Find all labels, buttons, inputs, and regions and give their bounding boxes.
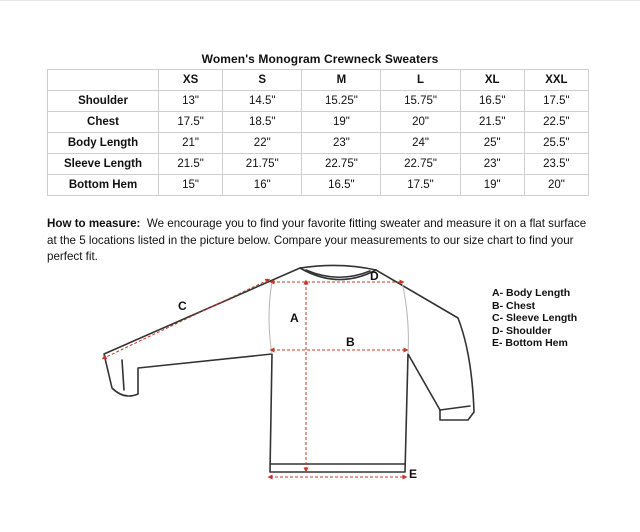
how-to-measure-text: We encourage you to find your favorite fitting sweater and measure it on a flat surface at the 5 locations listed in the picture below. Compare your measurements to our size chart to find your perfect fit. [47,217,587,263]
column-header: XXL [524,70,588,91]
table-cell: 14.5" [223,91,302,112]
table-cell: 22.75" [381,154,460,175]
sleeve-length-line [104,280,268,358]
table-row [48,133,589,154]
table-cell: 25.5" [524,133,588,154]
row-label: Shoulder [48,91,159,112]
table-row [48,154,589,175]
table-cell: 21.5" [460,112,524,133]
table-cell: 16.5" [460,91,524,112]
label-a: A [290,311,299,325]
legend-item: E- Bottom Hem [492,337,568,349]
table-cell: 23.5" [524,154,588,175]
table-cell: 16" [223,175,302,196]
table-header-row [48,70,589,91]
table-cell: 16.5" [302,175,381,196]
table-cell: 25" [460,133,524,154]
legend-item: A- Body Length [492,287,571,299]
legend-item: D- Shoulder [492,324,552,337]
table-cell: 20" [524,175,588,196]
row-label: Body Length [48,133,159,154]
table-cell: 22.75" [302,154,381,175]
column-header: XS [159,70,223,91]
top-divider [0,0,640,1]
table-cell: 15.25" [302,91,381,112]
page-title: Women's Monogram Crewneck Sweaters [201,52,439,66]
column-header: M [302,70,381,91]
row-label: Sleeve Length [48,154,159,175]
size-chart-table [47,69,589,196]
table-row [48,91,589,112]
column-header: S [223,70,302,91]
table-cell: 17.5" [524,91,588,112]
label-d: D [370,269,379,283]
table-cell: 17.5" [159,112,223,133]
row-label: Chest [48,112,159,133]
table-cell: 17.5" [381,175,460,196]
table-row [48,175,589,196]
table-cell: 21" [159,133,223,154]
table-cell: 24" [381,133,460,154]
column-header: XL [460,70,524,91]
table-cell: 21.75" [223,154,302,175]
label-e: E [409,467,418,481]
table-cell: 18.5" [223,112,302,133]
how-to-measure-heading: How to measure: [47,217,141,230]
table-cell: 13" [159,91,223,112]
table-cell: 19" [460,175,524,196]
table-cell: 15.75" [381,91,460,112]
column-header [48,70,159,91]
table-cell: 23" [460,154,524,175]
label-c: C [178,299,187,313]
measurement-lines [104,280,406,477]
table-cell: 21.5" [159,154,223,175]
row-label: Bottom Hem [48,175,159,196]
table-row [48,112,589,133]
legend-item: C- Sleeve Length [492,312,578,324]
how-to-measure-paragraph [47,216,597,266]
table-cell: 23" [302,133,381,154]
table-cell: 19" [302,112,381,133]
column-header: L [381,70,460,91]
legend-item: B- Chest [492,299,536,312]
sweater-outline-icon [104,265,474,472]
label-b: B [346,335,355,349]
table-cell: 22" [223,133,302,154]
table-cell: 15" [159,175,223,196]
table-cell: 20" [381,112,460,133]
measurement-legend [492,287,577,350]
table-cell: 22.5" [524,112,588,133]
